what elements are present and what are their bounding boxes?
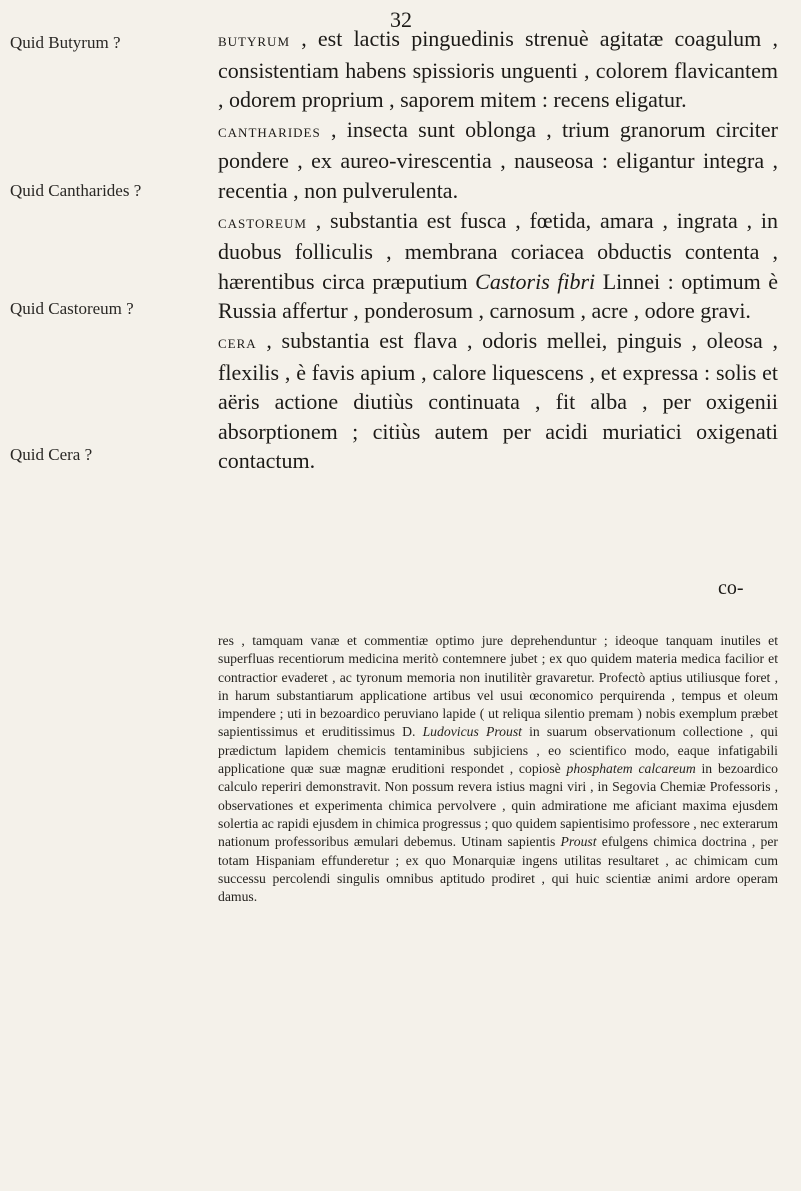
page-number: 32 bbox=[390, 7, 412, 32]
catchword: co- bbox=[718, 577, 744, 599]
entry-castoreum-text-after: Linnei : optimum è Russia affertur , ponderosum , carnosum , acre , odore gravi. bbox=[218, 268, 778, 324]
entry-cantharides-text: , insecta sunt oblonga , trium granorum circiter pondere , ex aureo-virescentia , nauseosa : eligantur integra , recentia , non pulverulenta. bbox=[218, 116, 779, 203]
footnote-paragraph bbox=[218, 632, 778, 906]
lemma-cantharides: cantharides bbox=[218, 120, 321, 142]
footnote-part2: in suarum observationum collectione , qui prædictum lapidem chemicis tentaminibus subjiciens , eo scientifico modo, eaque infatigabili applicatione quæ suæ magnæ eruditioni respondet , copiosè bbox=[218, 724, 778, 777]
footnote-part4: efulgens chimica doctrina , per totam Hispaniam effunderetur ; ex quo Monarquiæ ingens utilitas resultaret , ac chimicam cum successu percolendi singulis omnibus aptitudo prodiret , qui huic scientiæ animi ardore operam damus. bbox=[218, 834, 778, 905]
margin-note-cera: Quid Cera ? bbox=[10, 445, 93, 464]
footnote-name2: Proust bbox=[560, 834, 597, 850]
margin-note-cantharides: Quid Cantharides ? bbox=[10, 181, 142, 200]
entry-castoreum-italic: Castoris fibri bbox=[475, 268, 596, 294]
lemma-cera: cera bbox=[218, 331, 257, 353]
margin-note-butyrum: Quid Butyrum ? bbox=[10, 33, 121, 52]
entry-castoreum bbox=[218, 206, 778, 326]
entry-cera bbox=[218, 326, 778, 476]
margin-note-castoreum: Quid Castoreum ? bbox=[10, 299, 134, 318]
footnote-name1: Ludovicus Proust bbox=[422, 724, 522, 740]
main-text bbox=[218, 24, 778, 476]
entry-castoreum-text-before: , substantia est fusca , fœtida, amara , ingrata , in duobus folliculis , membrana coriacea obductis contenta , hærentibus circa præputium bbox=[218, 207, 778, 294]
lemma-castoreum: castoreum bbox=[218, 211, 307, 233]
entry-butyrum-text: , est lactis pinguedinis strenuè agitatæ coagulum , consistentiam habens spissioris unguenti , colorem flavicantem , odorem proprium , saporem mitem : recens eligatur. bbox=[218, 26, 778, 113]
footnote bbox=[218, 632, 778, 906]
footnote-part3: in bezoardico calculo reperiri demonstravit. Non possum revera istius magni viri , in Segovia Chemiæ Professoris , observationes et experimenta chimica pervolvere , quin admiratione me aficiant maxima ejusdem solertia ac rapidi ejusdem in chimica progressus ; quo quidem sapientisimo professore , nec exterarum nationum professoribus æmulari debemus. Utinam sapientis bbox=[218, 761, 778, 850]
lemma-butyrum: butyrum bbox=[218, 30, 291, 51]
entry-cera-text: , substantia est flava , odoris mellei, pinguis , oleosa , flexilis , è favis apium , calore liquescens , et expressa : solis et aëris actione diutiùs continuata , fit alba , per oxigenii absorptionem ; citiùs autem per acidi muriatici oxigenati contactum. bbox=[218, 327, 778, 474]
entry-butyrum bbox=[218, 24, 778, 115]
footnote-term: phosphatem calcareum bbox=[566, 761, 696, 777]
footnote-part1: res , tamquam vanæ et commentiæ optimo jure deprehenduntur ; ideoque tanquam inutiles et superfluas recentiorum medicina meritò contemnere jubet ; ex quo quidem materia medica facilior et contractior evaderet , ac tyronum memoria non inutilitèr gravaretur. Profectò aptius utiliusque foret , in harum substantiarum applicatione artibus vel usui œconomico perquirenda , tempus et oleum impendere ; uti in bezoardico peruviano lapide ( ut reliqua silentio premam ) nobis exemplum præbet sapientissimus et eruditissimus D. bbox=[218, 633, 778, 740]
entry-cantharides bbox=[218, 115, 778, 206]
